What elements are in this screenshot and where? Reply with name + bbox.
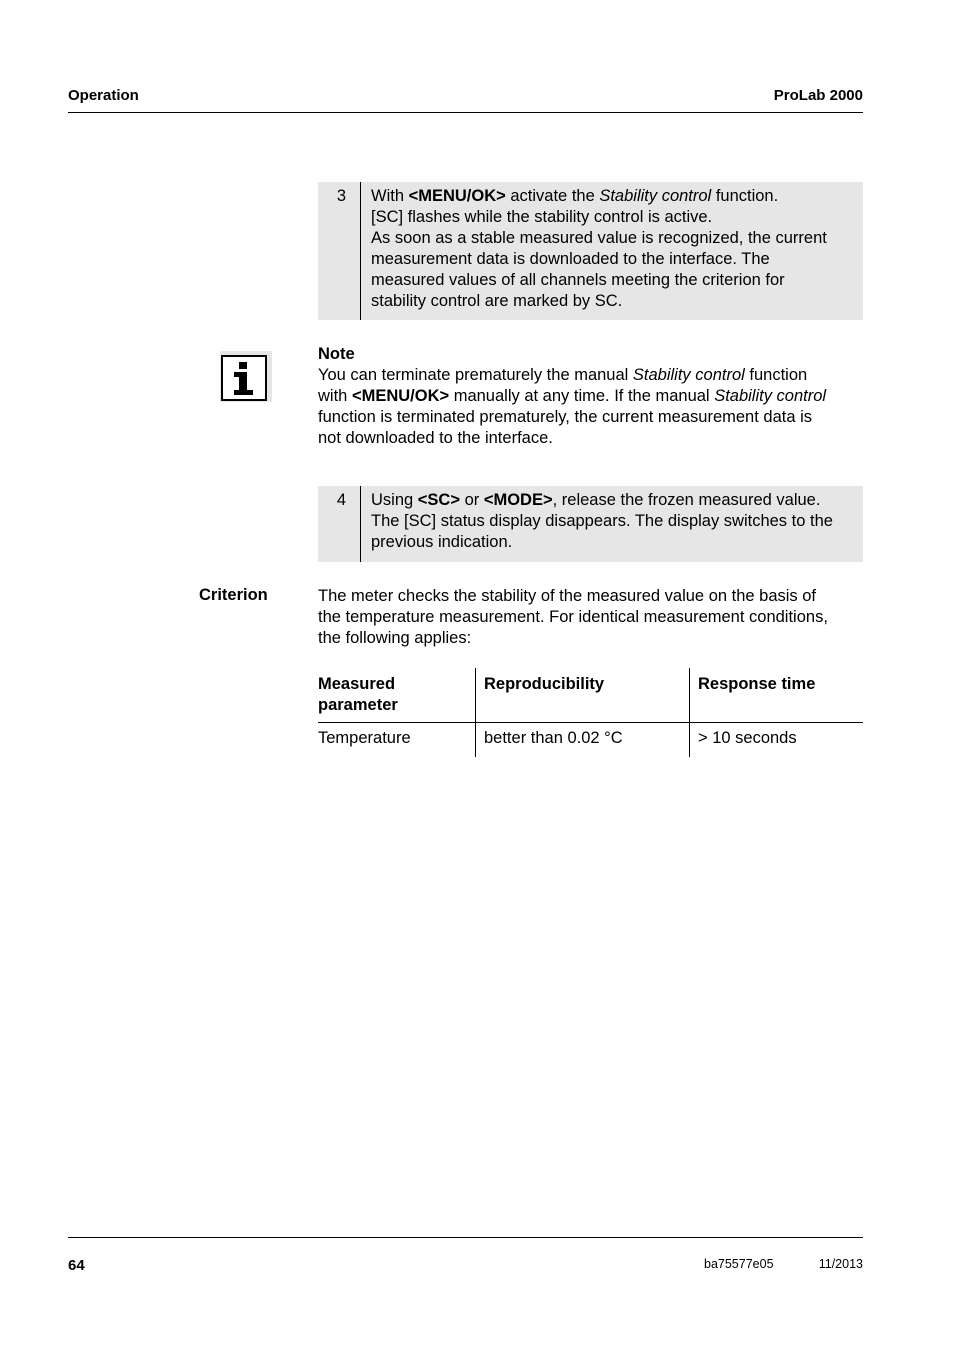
table-header-rule — [318, 722, 863, 723]
table-header-response-time: Response time — [698, 675, 816, 693]
info-glyph — [223, 357, 265, 399]
step-line: Using <SC> or <MODE>, release the frozen measured value. — [371, 491, 821, 509]
step-line: stability control are marked by SC. — [371, 292, 623, 310]
note-line: with <MENU/OK> manually at any time. If the manual Stability control — [318, 387, 827, 405]
page-number: 64 — [68, 1257, 85, 1274]
term-stability-control: Stability control — [714, 387, 827, 405]
criterion-line: The meter checks the stability of the measured value on the basis of — [318, 587, 817, 605]
key-sc: <SC> — [417, 491, 460, 509]
key-menu-ok: <MENU/OK> — [408, 187, 506, 205]
step-line: With <MENU/OK> activate the Stability control function. — [371, 187, 779, 205]
table-cell-response-time: > 10 seconds — [698, 729, 797, 747]
page-header — [68, 86, 863, 113]
step-line: measurement data is downloaded to the interface. The — [371, 250, 770, 268]
document-date: 11/2013 — [818, 1257, 863, 1271]
step-number: 3 — [336, 187, 346, 205]
table-divider — [689, 668, 690, 757]
step-number-cell — [318, 486, 361, 562]
table-header-reproducibility: Reproducibility — [484, 675, 605, 693]
header-section: Operation — [68, 87, 139, 104]
table-header-parameter: Measured parameter — [318, 675, 398, 714]
step-line: previous indication. — [371, 533, 513, 551]
step-3-box — [318, 182, 863, 320]
criterion-line: the following applies: — [318, 629, 472, 647]
key-menu-ok: <MENU/OK> — [351, 387, 450, 405]
note-block — [318, 344, 868, 449]
note-line: not downloaded to the interface. — [318, 429, 553, 447]
note-line: You can terminate prematurely the manual Stability control function — [318, 366, 808, 384]
criterion-table — [318, 668, 863, 757]
table-cell-reproducibility: better than 0.02 °C — [484, 729, 623, 747]
criterion-label: Criterion — [199, 586, 268, 604]
info-icon-frame — [221, 355, 267, 401]
step-number-cell — [318, 182, 361, 320]
term-stability-control: Stability control — [632, 366, 745, 384]
step-text — [371, 186, 855, 312]
page-footer — [68, 1237, 863, 1274]
term-stability-control: Stability control — [599, 187, 712, 205]
step-line: [SC] flashes while the stability control is active. — [371, 208, 713, 226]
document-id: ba75577e05 — [704, 1257, 774, 1271]
key-mode: <MODE> — [483, 491, 553, 509]
step-line: measured values of all channels meeting the criterion for — [371, 271, 785, 289]
step-4-box — [318, 486, 863, 562]
table-divider — [475, 668, 476, 757]
step-text — [371, 490, 855, 553]
criterion-text — [318, 586, 868, 649]
step-line: The [SC] status display disappears. The display switches to the — [371, 512, 833, 530]
step-number: 4 — [336, 491, 346, 509]
table-cell-parameter: Temperature — [318, 729, 411, 747]
criterion-line: the temperature measurement. For identical measurement conditions, — [318, 608, 828, 626]
header-product: ProLab 2000 — [773, 87, 863, 104]
info-icon — [220, 351, 272, 402]
note-title: Note — [318, 345, 355, 363]
step-line: As soon as a stable measured value is recognized, the current — [371, 229, 827, 247]
note-line: function is terminated prematurely, the current measurement data is — [318, 408, 813, 426]
